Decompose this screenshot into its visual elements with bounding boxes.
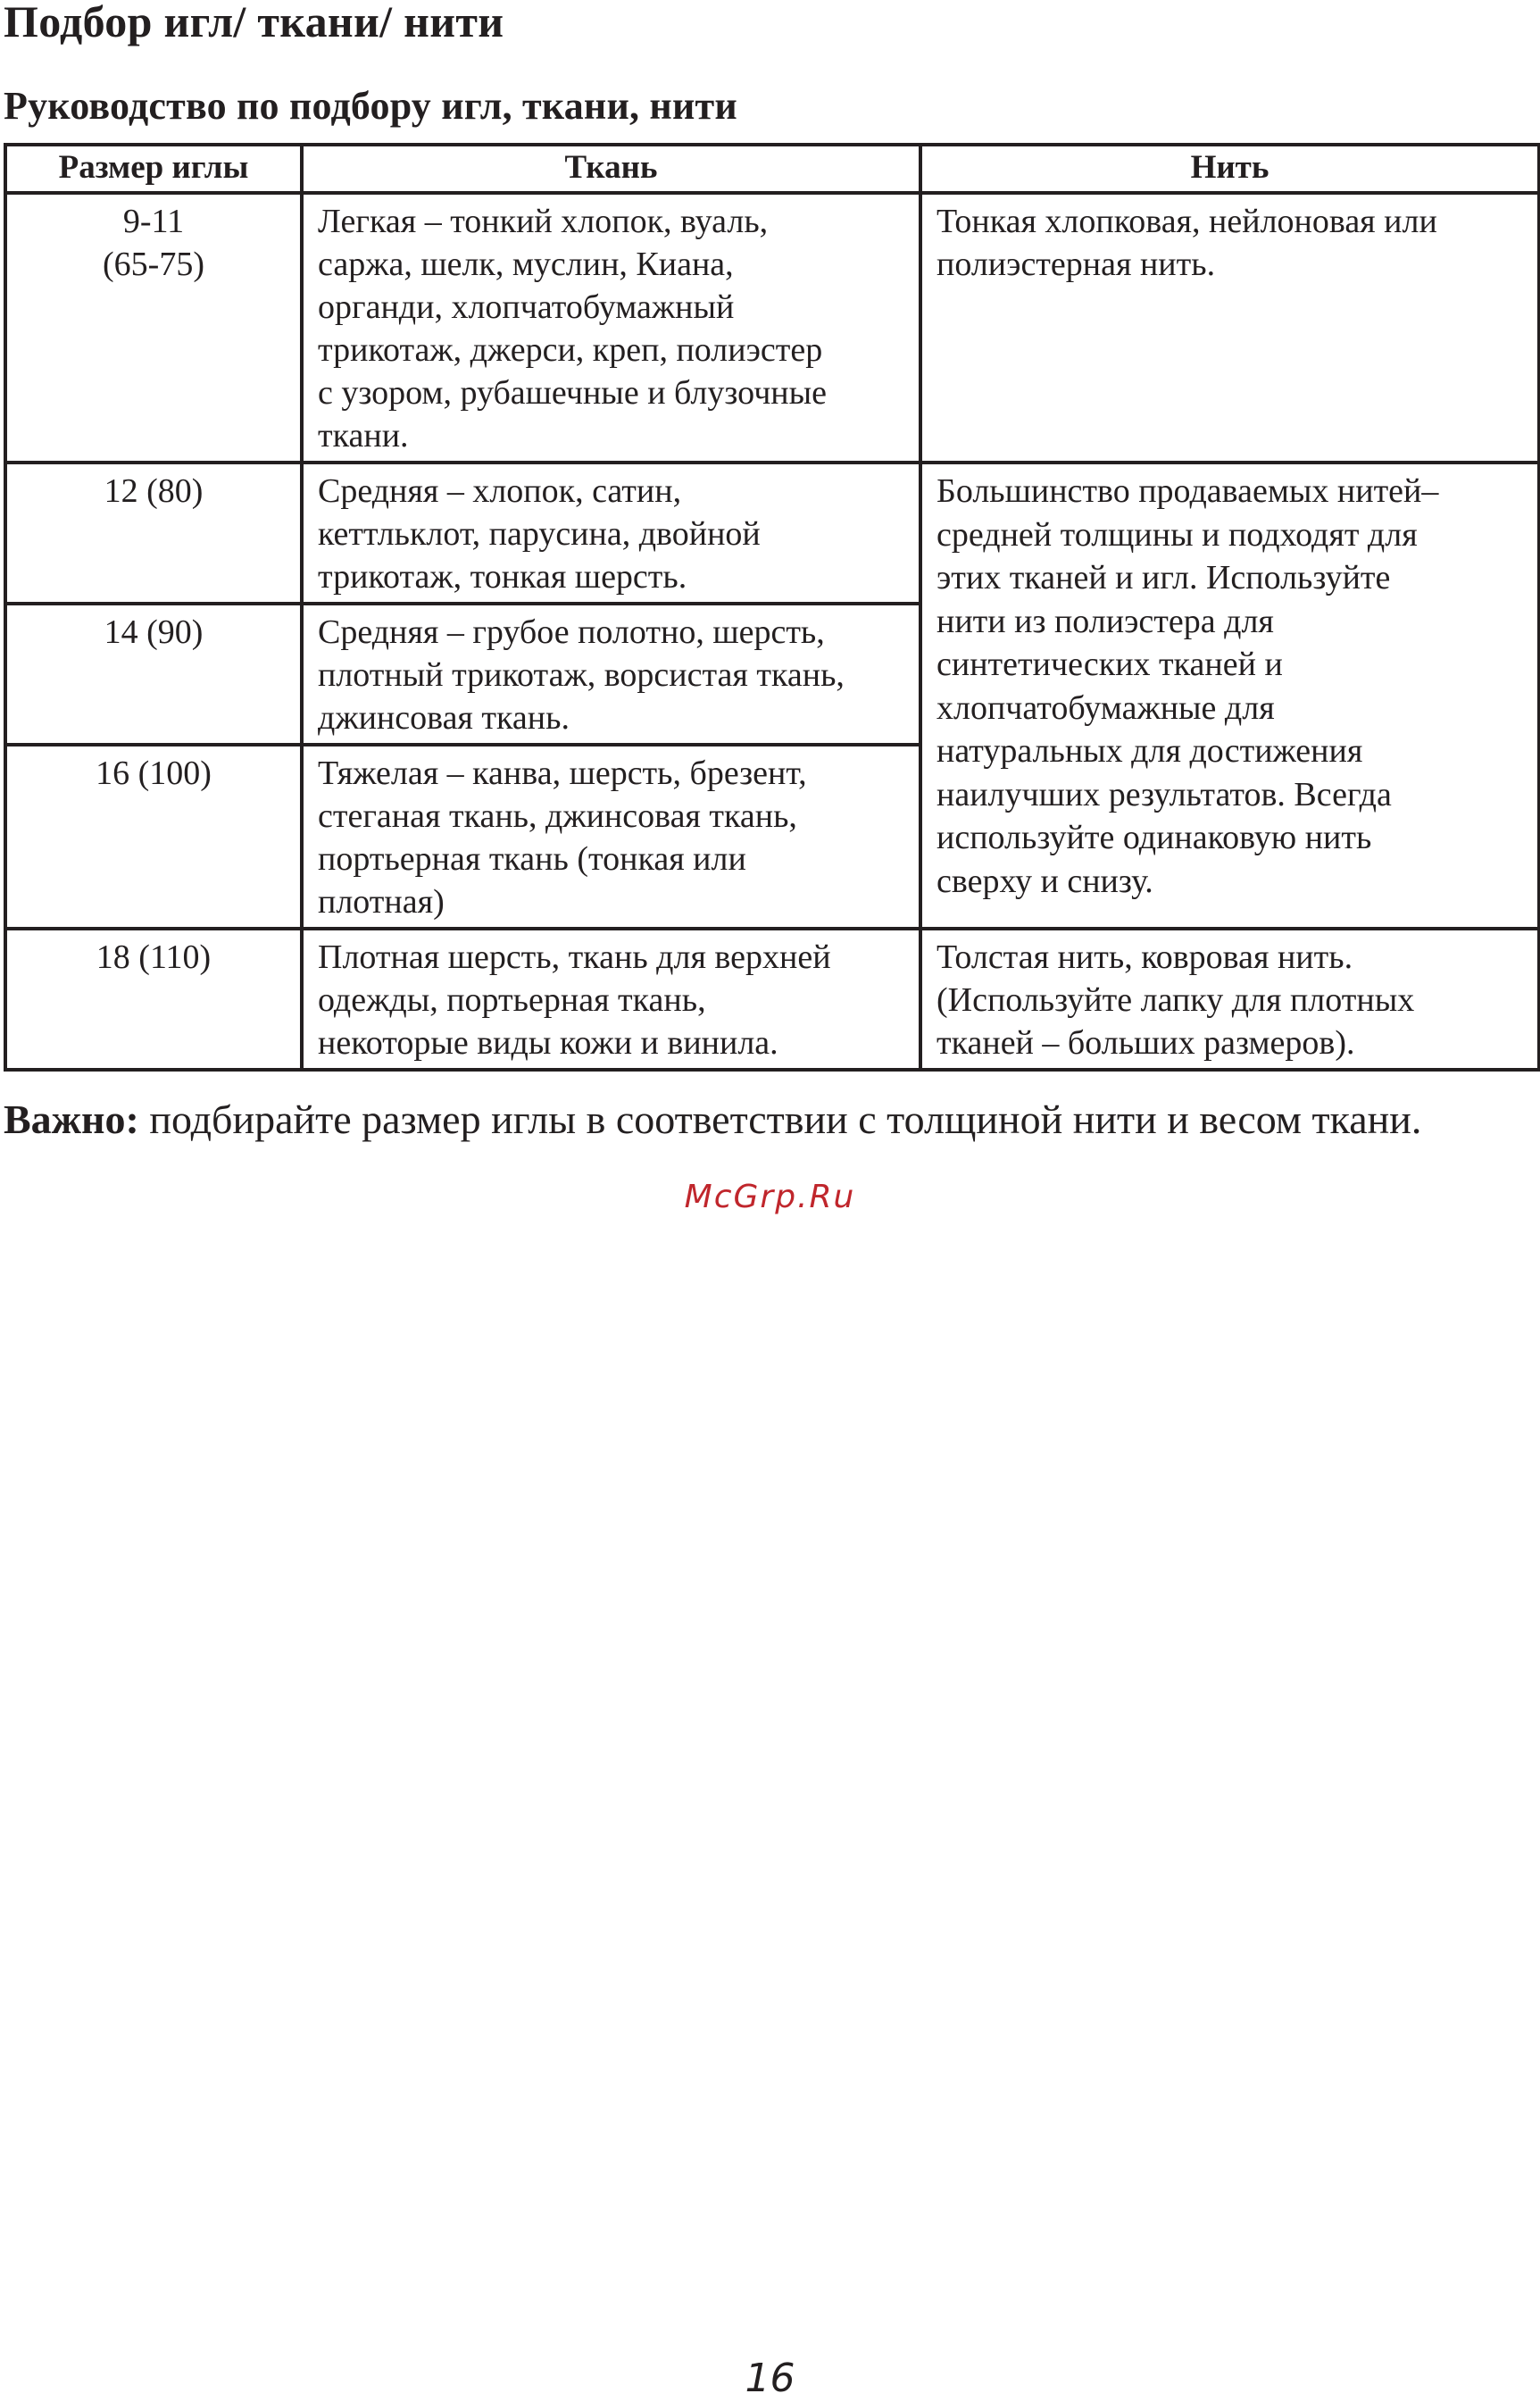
needle-size-cell (5, 745, 302, 929)
thread-line: используйте одинаковую нить (936, 819, 1372, 856)
fabric-cell (302, 929, 920, 1070)
header-fabric: Ткань (302, 145, 920, 193)
fabric-line: Тяжелая – канва, шерсть, брезент, (318, 755, 807, 792)
thread-line: Тонкая хлопковая, нейлоновая или (936, 203, 1437, 240)
important-note (4, 1097, 1539, 1142)
needle-size-cell (5, 929, 302, 1070)
thread-cell (920, 193, 1539, 463)
fabric-line: некоторые виды кожи и винила. (318, 1024, 778, 1062)
thread-line: Толстая нить, ковровая нить. (936, 938, 1353, 976)
fabric-line: портьерная ткань (тонкая или (318, 840, 746, 878)
fabric-line: плотный трикотаж, ворсистая ткань, (318, 656, 845, 694)
table-header-row (5, 145, 1539, 193)
fabric-line: с узором, рубашечные и блузочные (318, 374, 828, 412)
needle-size-line: 12 (80) (104, 472, 204, 510)
page-title: Подбор игл/ ткани/ нити (4, 0, 504, 46)
fabric-line: Средняя – хлопок, сатин, (318, 472, 682, 510)
fabric-cell (302, 604, 920, 745)
fabric-cell (302, 463, 920, 604)
thread-cell-merged (920, 463, 1539, 929)
fabric-line: Легкая – тонкий хлопок, вуаль, (318, 203, 769, 240)
needle-fabric-thread-table (4, 143, 1540, 1072)
fabric-line: саржа, шелк, муслин, Киана, (318, 246, 734, 283)
fabric-line: трикотаж, тонкая шерсть. (318, 558, 687, 596)
thread-cell (920, 929, 1539, 1070)
fabric-line: кеттльклот, парусина, двойной (318, 515, 761, 553)
thread-line: этих тканей и игл. Используйте (936, 559, 1391, 596)
thread-line: хлопчатобумажные для (936, 688, 1275, 727)
fabric-line: одежды, портьерная ткань, (318, 981, 706, 1019)
thread-line: сверху и снизу. (936, 862, 1153, 900)
table-row (5, 929, 1539, 1070)
fabric-line: плотная) (318, 883, 445, 921)
fabric-line: Средняя – грубое полотно, шерсть, (318, 613, 825, 651)
thread-line: нити из полиэстера для (936, 602, 1274, 640)
needle-size-cell (5, 193, 302, 463)
page-number: 16 (745, 2356, 795, 2401)
section-title: Руководство по подбору игл, ткани, нити (4, 84, 737, 128)
important-note-text: подбирайте размер иглы в соответствии с толщиной нити и весом ткани. (138, 1097, 1422, 1142)
thread-line: полиэстерная нить. (936, 246, 1216, 283)
header-thread: Нить (920, 145, 1539, 193)
needle-size-line: 16 (100) (96, 755, 212, 792)
thread-line: Большинство продаваемых нитей– (936, 472, 1439, 510)
fabric-line: джинсовая ткань. (318, 699, 570, 737)
fabric-line: органди, хлопчатобумажный (318, 288, 735, 326)
fabric-line: стеганая ткань, джинсовая ткань, (318, 797, 797, 835)
fabric-cell (302, 193, 920, 463)
thread-line: средней толщины и подходят для (936, 515, 1418, 554)
fabric-line: трикотаж, джерси, креп, полиэстер (318, 331, 823, 369)
thread-line: натуральных для достижения (936, 732, 1363, 770)
needle-size-line: 14 (90) (104, 613, 204, 651)
watermark: McGrp.Ru (684, 1179, 856, 1215)
fabric-line: ткани. (318, 417, 409, 455)
important-note-label: Важно: (4, 1097, 139, 1142)
thread-line: (Используйте лапку для плотных (936, 981, 1415, 1019)
header-needle-size: Размер иглы (5, 145, 302, 193)
table-row (5, 193, 1539, 463)
fabric-cell (302, 745, 920, 929)
needle-size-line: 9-11 (122, 203, 185, 240)
fabric-line: Плотная шерсть, ткань для верхней (318, 938, 831, 976)
thread-line: наилучших результатов. Всегда (936, 775, 1392, 813)
needle-size-line: 18 (110) (96, 938, 212, 976)
thread-line: синтетических тканей и (936, 646, 1283, 683)
needle-size-line: (65-75) (103, 246, 204, 283)
needle-size-cell (5, 604, 302, 745)
needle-size-cell (5, 463, 302, 604)
table-row (5, 463, 1539, 604)
thread-line: тканей – больших размеров). (936, 1024, 1355, 1062)
